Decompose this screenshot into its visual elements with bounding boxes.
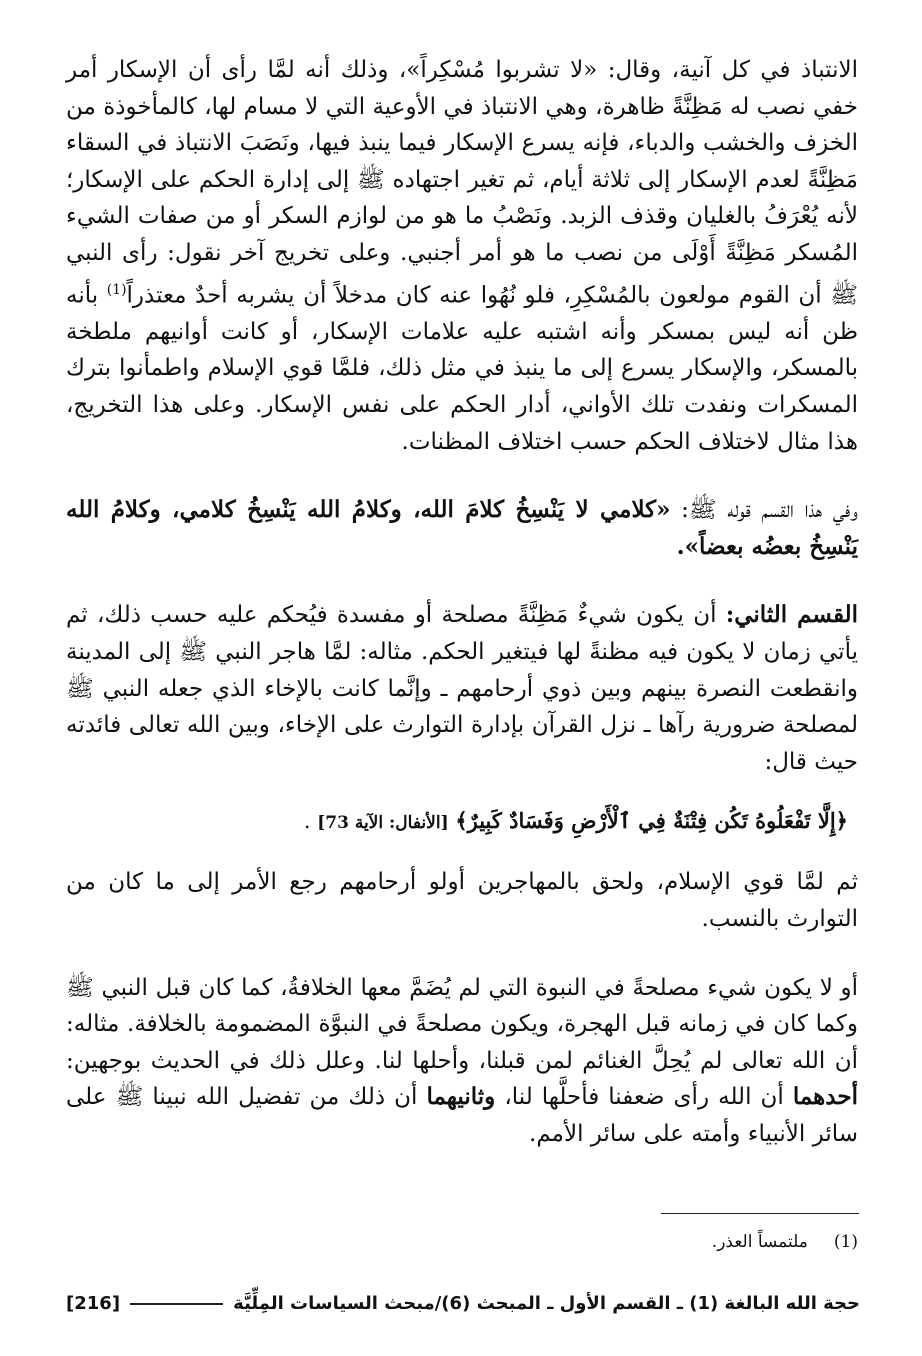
paragraph-hadith-abrogation — [66, 492, 858, 565]
paragraph-text-end: بأنه ظن أنه ليس بمسكر وأنه اشتبه عليه علامات الإسكار، أو كانت أوانيهم ملطخة بالمسكر، والإسكار يسرع إلى ما ينبذ في مثل ذلك، فلمَّا قوي الإسلام واطمأنوا بترك المسكرات ونفدت تلك الأواني، أدار الحكم على نفس الإسكار. وعلى هذا التخريج، هذا مثال لاختلاف الحكم حسب اختلاف المظنات. — [66, 282, 858, 455]
first-reason-label: أحدهما — [792, 1083, 858, 1111]
running-title: حجة الله البالغة (1) ـ القسم الأول ـ المبحث (6)/مبحث السياسات المِلِّيَّة — [233, 1293, 860, 1314]
quran-verse-reference: [الأنفال: الآية 73] — [317, 813, 449, 834]
paragraph-text: أن الله رأى ضعفنا فأحلَّها لنا، — [495, 1084, 793, 1111]
second-reason-label: وثانيهما — [426, 1083, 496, 1111]
footnote-text: ملتمساً العذر. — [711, 1232, 808, 1252]
paragraph-second-section — [66, 597, 858, 780]
footnote-marker[interactable]: (1) — [106, 281, 127, 298]
quran-verse — [66, 802, 858, 842]
paragraph-text: الانتباذ في كل آنية، وقال: «لا تشربوا مُسْكِراً»، وذلك أنه لمَّا رأى أن الإسكار أمر خفي نصب له مَظِنَّةً ظاهرة، وهي الانتباذ في الأوعية التي لا مسام لها، كالمأخوذة من الخزف والخشب والدباء، فإنه يسرع الإسكار فيما ينبذ فيها، ونَصَبَ الانتباذ في السقاء مَظِنَّةً لعدم الإسكار إلى ثلاثة أيام، ثم تغير اجتهاده ﷺ إلى إدارة الحكم على الإسكار؛ لأنه يُعْرَفُ بالغليان وقذف الزبد. ونَصْبُ ما هو من لوازم السكر أو من صفات الشيء المُسكر مَظِنَّةً أَوْلَى من نصب ما هو أمر أجنبي. وعلى تخريج آخر نقول: رأى النبي ﷺ أن القوم مولعون بالمُسْكِرِ، فلو نُهُوا عنه كان مدخلاً أن يشربه أحدٌ معتذراً — [66, 57, 859, 309]
paragraph-spoils — [66, 970, 858, 1153]
quran-verse-text: ﴿إِلَّا تَفْعَلُوهُ تَكُن فِتْنَةٌ فِي ٱلْأَرْضِ وَفَسَادٌ كَبِيرٌ﴾ — [455, 808, 848, 834]
page-number: [216] — [66, 1293, 121, 1314]
paragraph-text: أو لا يكون شيء مصلحةً في النبوة التي لم يُضَمَّ معها الخلافةُ، كما كان قبل النبي ﷺ وكما كان في زمانه قبل الهجرة، ويكون مصلحةً في النبوَّة المضمومة بالخلافة. مثاله: أن الله تعالى لم يُحِلَّ الغنائم لمن قبلنا، وأحلها لنا. وعلل ذلك في الحديث بوجهين: — [66, 974, 858, 1074]
footnote-number: (1) — [833, 1232, 858, 1252]
quran-verse-end: . — [303, 809, 318, 834]
footnote — [712, 1228, 858, 1256]
footer-divider — [130, 1303, 223, 1305]
footnote-divider — [661, 1213, 859, 1214]
paragraph-wine-vessels — [66, 52, 858, 460]
running-footer — [66, 1293, 860, 1314]
paragraph-text: أن ذلك من تفضيل الله نبينا ﷺ على سائر الأنبياء وأمته على سائر الأمم. — [66, 1084, 858, 1147]
section-heading: القسم الثاني: — [725, 601, 858, 629]
paragraph-inheritance: ثم لمَّا قوي الإسلام، ولحق بالمهاجرين أولو أرحامهم رجع الأمر إلى ما كان من التوارث بالنسب. — [66, 869, 858, 932]
paragraph-lead: وفي هذا القسم قوله ﷺ: — [670, 497, 858, 524]
hadith-quote: «كلامي لا يَنْسِخُ كلامَ الله، وكلامُ الله يَنْسِخُ كلامي، وكلامُ الله يَنْسِخُ بعضُه بعضاً». — [66, 496, 858, 560]
paragraph-text: أن يكون شيءٌ مَظِنَّةً مصلحة أو مفسدة فيُحكم عليه حسب ذلك، ثم يأتي زمان لا يكون فيه مظنةً لها فيتغير الحكم. مثاله: لمَّا هاجر النبي ﷺ إلى المدينة وانقطعت النصرة بينهم وبين ذوي أرحامهم ـ وإنَّما كانت بالإخاء الذي جعله النبي ﷺ لمصلحة ضرورية رآها ـ نزل القرآن بإدارة التوارث على الإخاء، وبين الله تعالى فائدته حيث قال: — [66, 602, 858, 775]
